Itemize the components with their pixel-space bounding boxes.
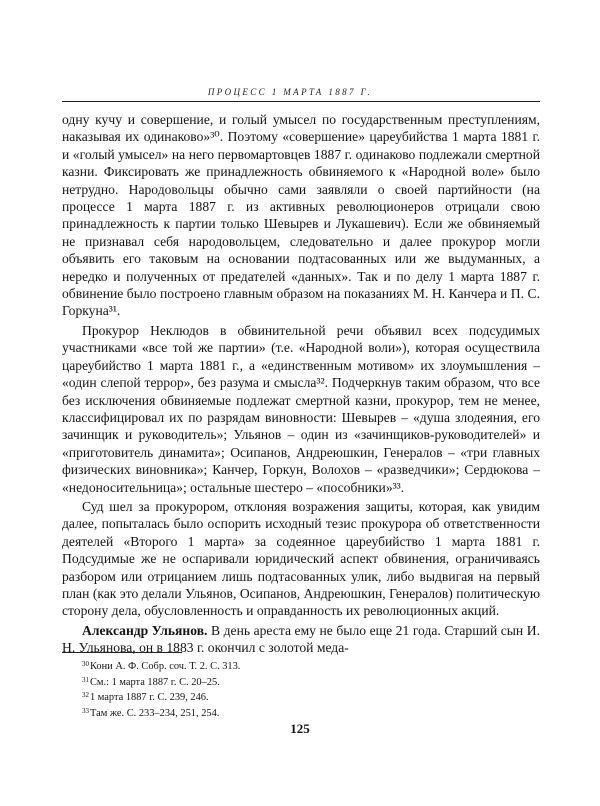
running-head: ПРОЦЕСС 1 МАРТА 1887 Г.	[207, 87, 373, 97]
footnote-number: 30	[82, 660, 89, 668]
body-text	[62, 111, 540, 657]
section-name-heading: Александр Ульянов.	[82, 622, 208, 638]
footnote-number: 33	[82, 707, 89, 716]
paragraph-1: одну кучу и совершение, и голый умысел по государственным преступлениям, наказывая их одинаково»³⁰. Поэтому «совершение» цареубийства 1 марта 1881 г. и «голый умысел» на него первомартовцев 1887 г. одинаково подлежали смертной казни. Фиксировать же принадлежность обвиняемого к «Народной воле» было нетрудно. Народовольцы обычно сами заявляли о своей партийности (на процессе 1 марта 1887 г. из активных революционеров отрицали свою принадлежность к партии только Шевырев и Лукашевич). Если же обвиняемый не признавал себя народовольцем, следовательно и далее прокурор могли объявить его таковым на основании подтасованных или же выдуманных, а нередко и полученных от предателей «данных». Так и по делу 1 марта 1887 г. обвинение было построено главным образом на показаниях М. Н. Канчера и П. С. Горкуна³¹.	[62, 112, 540, 319]
footnote	[82, 705, 522, 721]
footnote-text: Там же. С. 233–234, 251, 254.	[90, 708, 220, 720]
paragraph-3: Суд шел за прокурором, отклоняя возражения защиты, которая, как увидим далее, попыталась было оспорить исходный тезис прокурора об ответственности деятелей «Второго 1 марта» за содеянное цареубийство 1 марта 1881 г. Подсудимые же не оспаривали юридический аспект обвинения, ограничиваясь разбором или отрицанием лишь подтасованных улик, либо выдвигая на первый план (как это делали Ульянов, Осипанов, Андреюшкин, Генералов) политическую сторону дела, обусловленность и оправданность их революционных акций.	[62, 498, 540, 619]
footnote-number: 32	[82, 691, 89, 700]
paragraph-4-text: В день ареста ему не было еще 21 года. Старший сын И. Н. Ульянова, он в 1883 г. окончил с золотой меда-	[62, 622, 540, 656]
footnotes	[82, 658, 522, 721]
footnote-rule	[62, 652, 182, 653]
header-rule	[62, 101, 540, 102]
page-number: 125	[290, 721, 310, 736]
footnote-text: 1 марта 1887 г. С. 239, 246.	[90, 692, 209, 704]
footnote-number: 31	[82, 675, 89, 684]
footnote-text: См.: 1 марта 1887 г. С. 20–25.	[90, 676, 220, 688]
footnote	[82, 689, 522, 705]
footnote	[82, 674, 522, 690]
footnote-text: Кони А. Ф. Собр. соч. Т. 2. С. 313.	[90, 661, 241, 672]
paragraph-2: Прокурор Неклюдов в обвинительной речи объявил всех подсудимых участниками «все той же партии» (т.е. «Народной воли»), которая осуществила цареубийство 1 марта 1881 г., а «единственным мотивом» их злоумышления – «один слепой террор», без разума и смысла³². Подчеркнув таким образом, что все без исключения обвиняемые подлежат смертной казни, прокурор, тем не менее, классифицировал их по разрядам виновности: Шевырев – «душа злодеяния, его зачинщик и руководитель»; Ульянов – один из «зачинщиков-руководителей» и «приготовитель динамита»; Осипанов, Андреюшкин, Генералов – «три главных физических виновника»; Канчер, Горкун, Волохов – «разведчики»; Сердюкова – «недоносительница»; остальные шестеро – «пособники»³³.	[62, 322, 540, 495]
footnote	[82, 658, 522, 674]
